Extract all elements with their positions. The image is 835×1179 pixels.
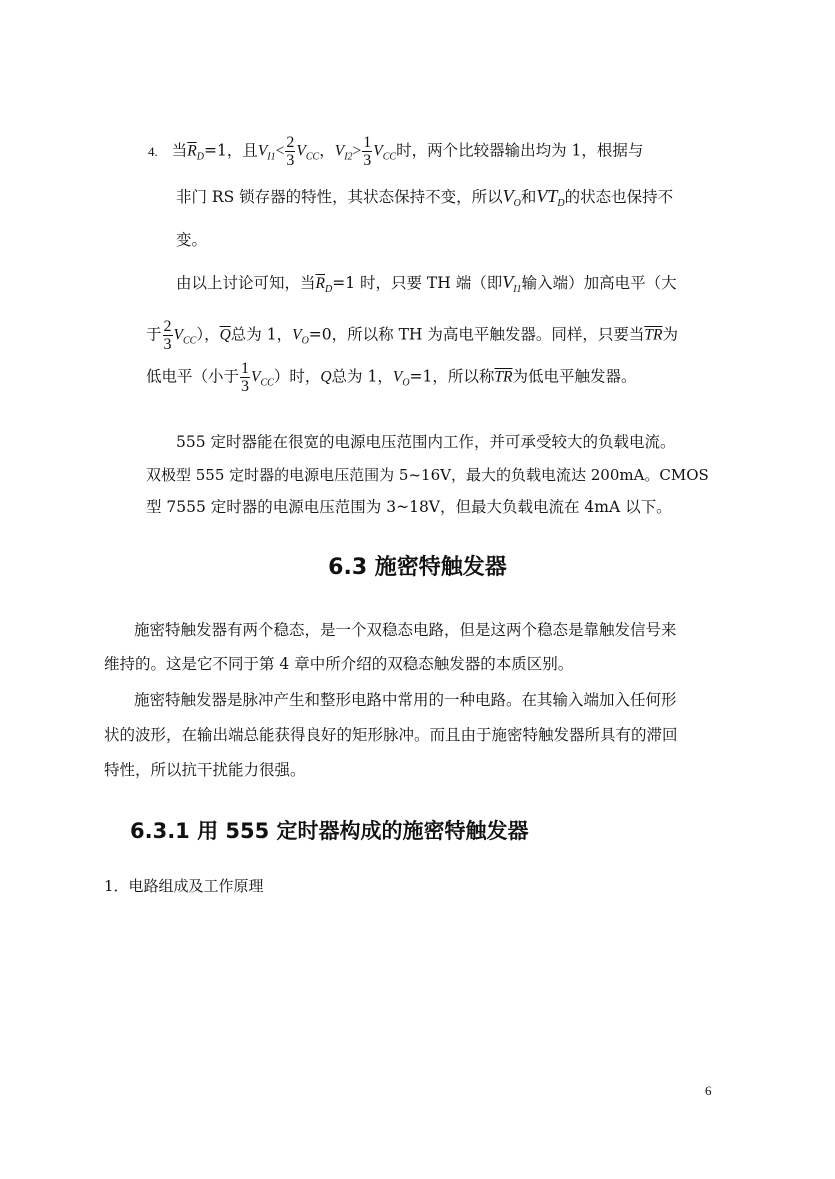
fraction-2-3 — [163, 318, 173, 353]
rd-bar: $\overline{R}$ — [315, 275, 325, 292]
fraction-1-3 — [240, 360, 250, 395]
var-v: V — [257, 142, 268, 160]
text: 总为 1， — [230, 325, 293, 344]
sub-d: D — [557, 198, 565, 209]
text: 的状态也保持不 — [564, 188, 674, 206]
frac-den: 3 — [163, 336, 172, 353]
text: =1 时，只要 TH 端（即 — [332, 274, 503, 292]
var-v: V — [173, 326, 183, 344]
timer-line2: 双极型 555 定时器的电源电压范围为 5~16V，最大的负载电流达 200mA。CMOS — [146, 466, 709, 484]
para2-line3: 特性，所以抗干扰能力很强。 — [104, 761, 306, 779]
page-number: 6 — [705, 1083, 712, 1098]
var-v: V — [502, 272, 514, 292]
sub-o: O — [301, 335, 309, 347]
text: 总为 1， — [331, 367, 393, 386]
text: 为低电平触发器。 — [512, 367, 637, 386]
text: =1，所以称 — [409, 367, 495, 386]
frac-den: 3 — [363, 152, 372, 169]
rd-sub: D — [196, 151, 204, 163]
text: =0，所以称 TH 为高电平触发器。同样，只要当 — [308, 325, 645, 344]
text: 低电平（小于 — [146, 367, 240, 386]
sub-cc: CC — [305, 151, 320, 163]
text: 于 — [146, 325, 162, 344]
text: 输入端）加高电平（大 — [521, 274, 677, 292]
var-v: V — [334, 142, 345, 160]
text: 非门 RS 锁存器的特性，其状态保持不变，所以 — [176, 188, 503, 206]
item1-heading: 1．电路组成及工作原理 — [104, 877, 264, 895]
text: 时，两个比较器输出均为 1，根据与 — [396, 141, 644, 160]
item-number: 4. — [148, 143, 158, 159]
var-v: V — [373, 142, 383, 160]
summary-line1 — [176, 272, 677, 300]
frac-den: 3 — [241, 378, 250, 395]
frac-den: 3 — [286, 152, 295, 169]
tr-bar: $\overline{TR}$ — [494, 368, 513, 386]
item4-line2 — [176, 186, 673, 214]
greater-than: > — [352, 142, 362, 160]
text: 为 — [662, 325, 678, 344]
var-v: V — [292, 326, 302, 344]
var-v: V — [251, 368, 261, 386]
var-v: V — [392, 368, 403, 386]
item4-line1 — [148, 134, 643, 169]
fraction-1-3 — [362, 134, 372, 169]
text: 和 — [520, 188, 537, 206]
sub-cc: CC — [260, 377, 274, 389]
sub-i1: I1 — [267, 151, 276, 163]
frac-num: 2 — [163, 318, 172, 335]
var-v: V — [502, 186, 514, 206]
var-v: V — [296, 142, 306, 160]
rd-bar: $\overline{R}$ — [187, 142, 197, 160]
q: Q — [320, 368, 332, 386]
tr-bar: $\overline{TR}$ — [644, 326, 663, 344]
var-vt: VT — [536, 186, 558, 206]
timer-line1: 555 定时器能在很宽的电源电压范围内工作，并可承受较大的负载电流。 — [176, 433, 676, 451]
less-than: < — [275, 142, 285, 160]
sub-i1: I1 — [513, 284, 522, 295]
frac-num: 1 — [241, 360, 250, 377]
text: 当 — [171, 141, 188, 160]
rd-sub: D — [324, 284, 333, 295]
item4-line3 — [176, 230, 207, 250]
frac-num: 2 — [286, 134, 295, 151]
text: 由以上讨论可知，当 — [176, 274, 316, 292]
para1-line2: 维持的。这是它不同于第 4 章中所介绍的双稳态触发器的本质区别。 — [104, 655, 574, 673]
text: ， — [319, 141, 335, 160]
fraction-2-3 — [285, 134, 295, 169]
para2-line2: 状的波形，在输出端总能获得良好的矩形脉冲。而且由于施密特触发器所具有的滞回 — [104, 726, 678, 744]
text: ）， — [196, 325, 220, 344]
para1-line1: 施密特触发器有两个稳态，是一个双稳态电路，但是这两个稳态是靠触发信号来 — [134, 621, 677, 639]
sub-o: O — [513, 198, 521, 209]
sub-i2: I2 — [344, 151, 353, 163]
summary-line3 — [146, 360, 637, 395]
q-bar: $\overline{Q}$ — [219, 326, 231, 344]
sub-cc: CC — [182, 335, 197, 347]
sub-o: O — [402, 377, 410, 389]
text: 变。 — [176, 231, 208, 249]
frac-num: 1 — [363, 134, 372, 151]
timer-line3: 型 7555 定时器的电源电压范围为 3~18V，但最大负载电流在 4mA 以下。 — [146, 498, 672, 516]
text: =1，且 — [203, 141, 258, 160]
section-title: 6.3 施密特触发器 — [328, 555, 507, 580]
text: ）时， — [273, 367, 321, 386]
para2-line1: 施密特触发器是脉冲产生和整形电路中常用的一种电路。在其输入端加入任何形 — [134, 691, 677, 709]
sub-cc: CC — [382, 151, 397, 163]
subsection-title: 6.3.1 用 555 定时器构成的施密特触发器 — [130, 819, 529, 843]
summary-line2 — [146, 318, 678, 353]
